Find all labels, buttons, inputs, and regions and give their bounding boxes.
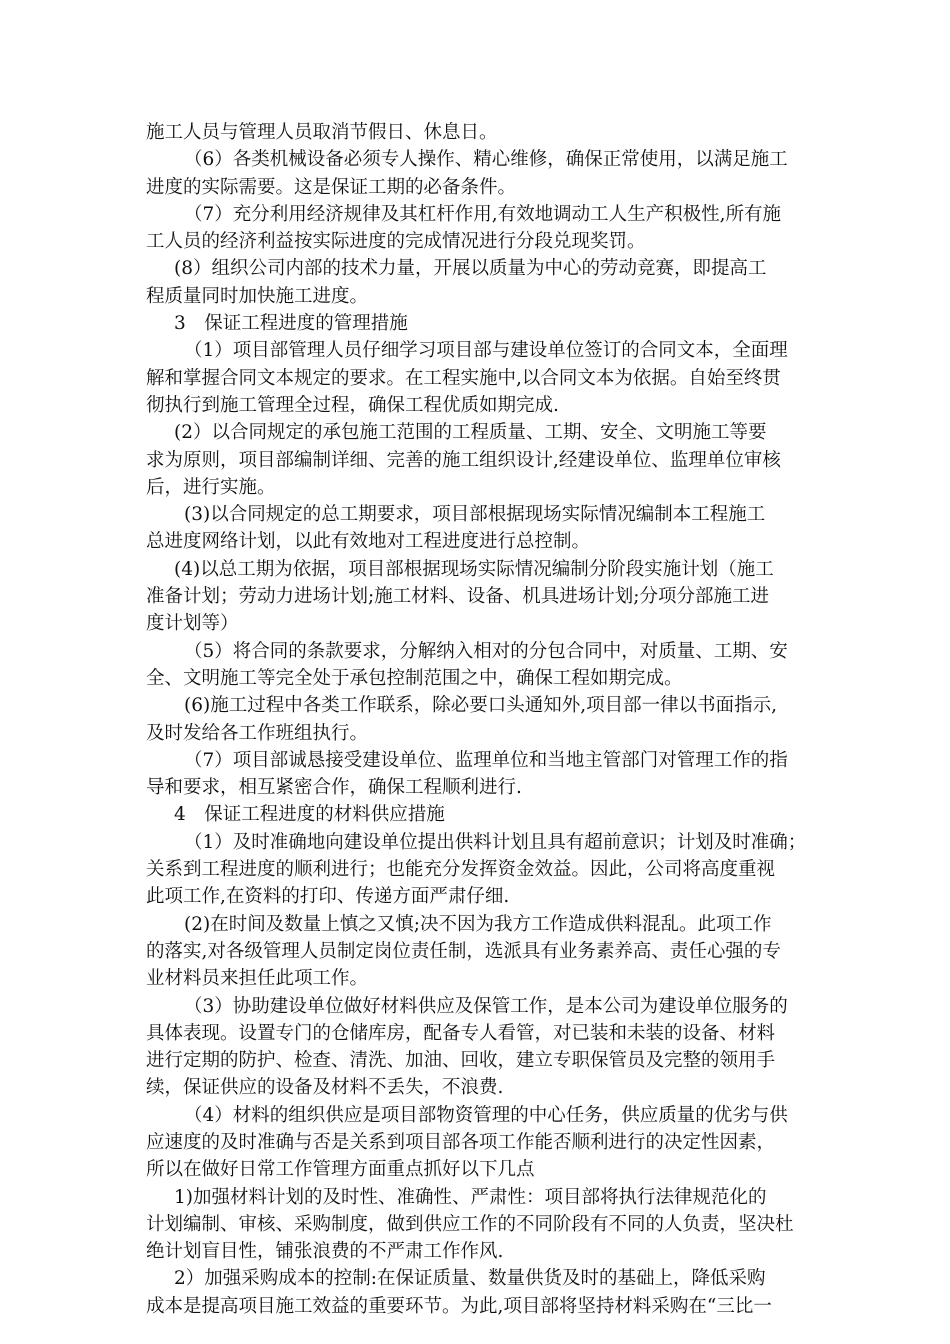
text-line: 进度的实际需要。这是保证工期的必备条件。 [146,176,517,198]
text-line: （1）项目部管理人员仔细学习项目部与建设单位签订的合同文本，全面理 [184,340,788,362]
text-line: 的落实,对各级管理人员制定岗位责任制，选派具有业务素养高、责任心强的专 [146,940,781,962]
text-line: (4)以总工期为依据，项目部根据现场实际情况编制分阶段实施计划（施工 [174,558,774,580]
text-line: （7）项目部诚恳接受建设单位、监理单位和当地主管部门对管理工作的指 [184,749,788,771]
text-line: （3）协助建设单位做好材料供应及保管工作，是本公司为建设单位服务的 [184,995,788,1017]
text-line: 关系到工程进度的顺利进行；也能充分发挥资金效益。因此，公司将高度重视 [146,859,776,881]
text-line: 此项工作,在资料的打印、传递方面严肃仔细. [146,886,510,908]
text-line: 及时发给各工作班组执行。 [146,722,369,744]
text-line: 所以在做好日常工作管理方面重点抓好以下几点 [146,1159,535,1181]
text-line: 求为原则，项目部编制详细、完善的施工组织设计,经建设单位、监理单位审核 [146,449,781,471]
text-line: （6）各类机械设备必须专人操作、精心维修，确保正常使用，以满足施工 [184,149,788,171]
text-line: 总进度网络计划，以此有效地对工程进度进行总控制。 [146,531,591,553]
text-line: （4）材料的组织供应是项目部物资管理的中心任务，供应质量的优劣与供 [184,1104,788,1126]
text-line: 进行定期的防护、检查、清洗、加油、回收，建立专职保管员及完整的领用手 [146,1050,776,1072]
text-line: 施工人员与管理人员取消节假日、休息日。 [146,122,498,143]
text-line: 3 保证工程进度的管理措施 [174,313,408,335]
text-line: 应速度的及时准确与否是关系到项目部各项工作能否顺利进行的决定性因素， [146,1131,776,1153]
text-line: (8）组织公司内部的技术力量，开展以质量为中心的劳动竞赛，即提高工 [174,258,767,280]
text-line: 程质量同时加快施工进度。 [146,285,369,307]
text-line: （1）及时准确地向建设单位提出供料计划且具有超前意识；计划及时准确； [184,831,807,853]
text-line: 4 保证工程进度的材料供应措施 [174,804,445,826]
text-line: 后，进行实施。 [146,476,276,498]
text-line: (2)在时间及数量上慎之又慎;决不因为我方工作造成供料混乱。此项工作 [184,913,772,935]
text-line: 彻执行到施工管理全过程，确保工程优质如期完成. [146,394,559,416]
text-line: （5）将合同的条款要求，分解纳入相对的分包合同中，对质量、工期、安 [184,640,788,662]
text-line: 成本是提高项目施工效益的重要环节。为此,项目部将坚持材料采购在“三比一 [146,1295,772,1317]
text-line: 2）加强采购成本的控制:在保证质量、数量供货及时的基础上，降低采购 [174,1268,766,1290]
text-line: 度计划等） [146,613,239,635]
text-line: 解和掌握合同文本规定的要求。在工程实施中,以合同文本为依据。自始至终贯 [146,367,781,389]
text-line: 准备计划；劳动力进场计划;施工材料、设备、机具进场计划;分项分部施工进 [146,586,769,608]
text-line: 具体表现。设置专门的仓储库房，配备专人看管，对已装和未装的设备、材料 [146,1022,776,1044]
text-line: 全、文明施工等完全处于承包控制范围之中，确保工程如期完成。 [146,667,683,689]
text-line: 工人员的经济利益按实际进度的完成情况进行分段兑现奖罚。 [146,231,646,253]
text-line: 业材料员来担任此项工作。 [146,968,369,990]
text-line: 计划编制、审核、采购制度，做到供应工作的不同阶段有不同的人负责，坚决杜 [146,1213,794,1235]
text-line: (3)以合同规定的总工期要求，项目部根据现场实际情况编制本工程施工 [184,504,766,526]
text-line: （7）充分利用经济规律及其杠杆作用,有效地调动工人生产积极性,所有施 [184,203,782,225]
text-line: (2）以合同规定的承包施工范围的工程质量、工期、安全、文明施工等要 [174,422,767,444]
text-line: (6)施工过程中各类工作联系，除必要口头通知外,项目部一律以书面指示, [184,695,777,717]
text-line: 1)加强材料计划的及时性、准确性、严肃性：项目部将执行法律规范化的 [174,1186,767,1208]
text-line: 绝计划盲目性，铺张浪费的不严肃工作作风. [146,1241,504,1263]
text-line: 导和要求，相互紧密合作，确保工程顺利进行. [146,777,522,799]
document-body [146,119,810,1320]
text-line: 续，保证供应的设备及材料不丢失，不浪费. [146,1077,504,1099]
